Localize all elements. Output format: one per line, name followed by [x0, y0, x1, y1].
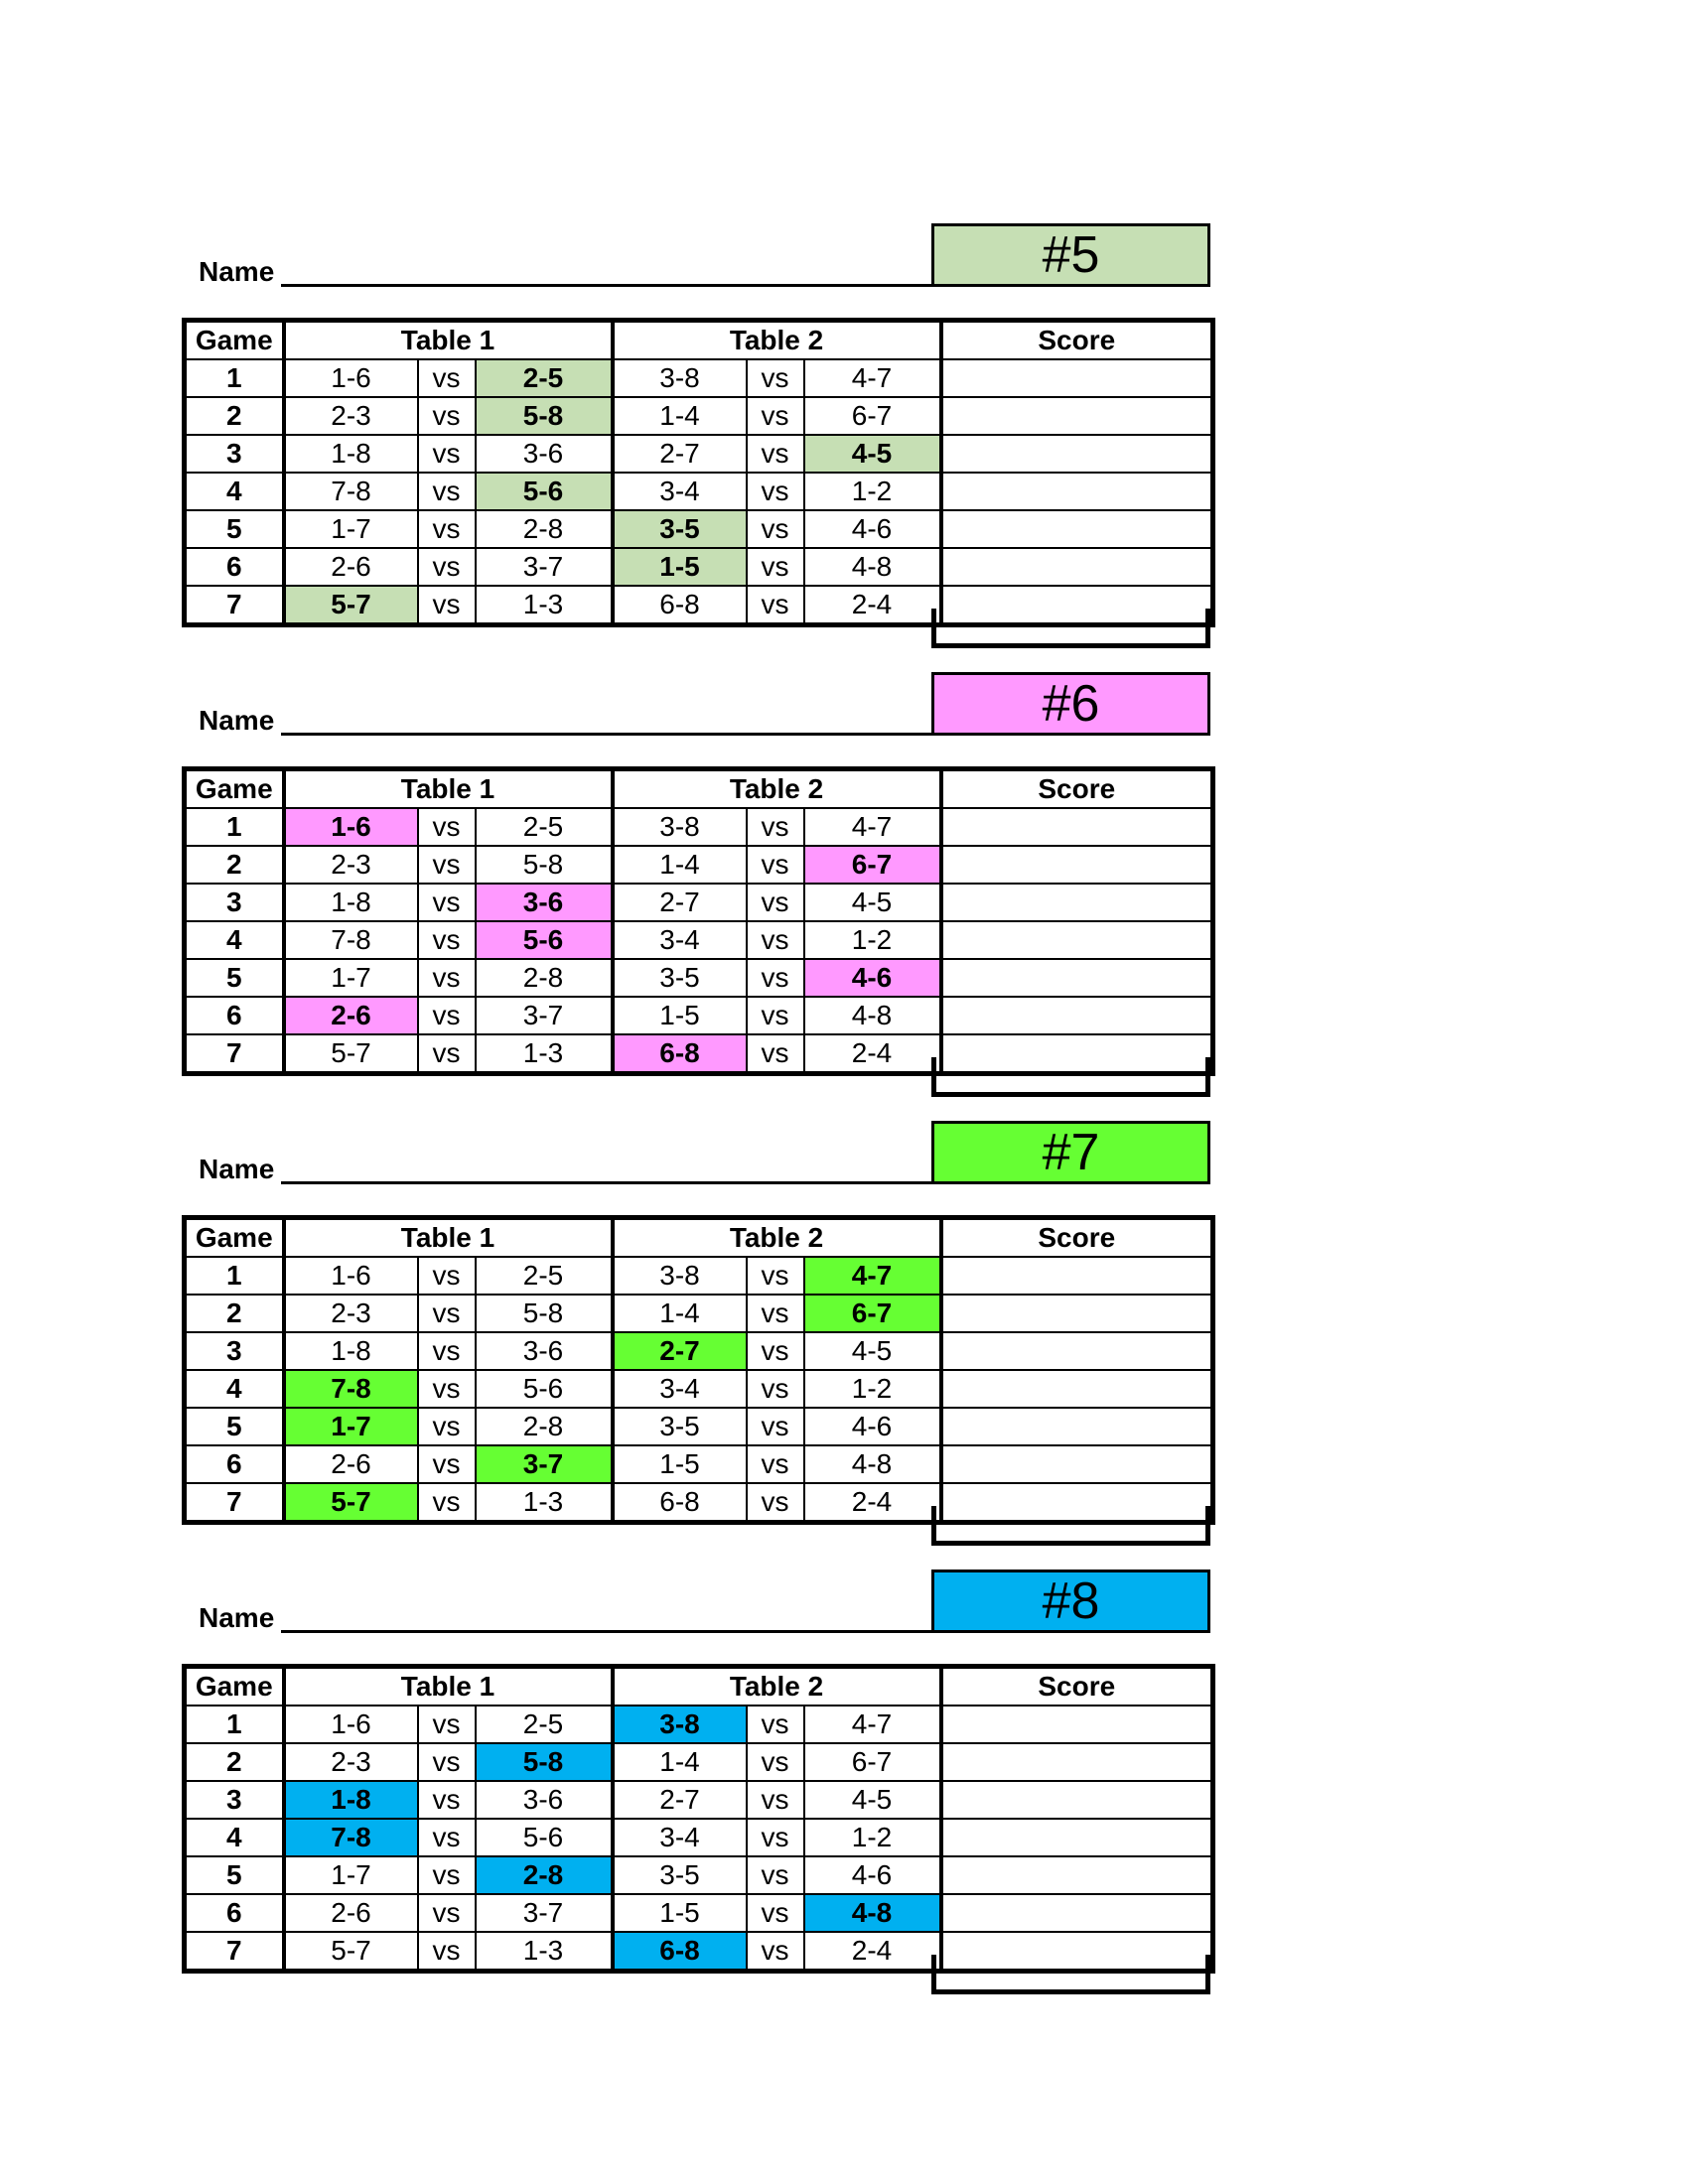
game-header: Game: [185, 321, 284, 360]
table1-vs: vs: [418, 510, 476, 548]
game-number: 7: [185, 1034, 284, 1074]
table2-vs: vs: [747, 1257, 804, 1295]
table1-team-b: 5-6: [476, 1370, 613, 1408]
score-cell[interactable]: [941, 997, 1213, 1034]
table2-team-a: 3-8: [613, 359, 747, 397]
game-row: [185, 1706, 1213, 1743]
table1-team-a: 1-7: [284, 959, 418, 997]
table2-team-a: 1-4: [613, 397, 747, 435]
score-cell[interactable]: [941, 1370, 1213, 1408]
table2-vs: vs: [747, 548, 804, 586]
table2-vs: vs: [747, 510, 804, 548]
table2-header: Table 2: [613, 1218, 941, 1258]
table2-team-b: 1-2: [804, 921, 941, 959]
game-number: 4: [185, 1370, 284, 1408]
score-cell[interactable]: [941, 921, 1213, 959]
table2-team-b: 4-7: [804, 359, 941, 397]
game-number: 1: [185, 359, 284, 397]
table1-team-a: 5-7: [284, 586, 418, 625]
table1-team-b: 2-8: [476, 959, 613, 997]
table1-vs: vs: [418, 1295, 476, 1332]
table2-vs: vs: [747, 997, 804, 1034]
table2-vs: vs: [747, 1706, 804, 1743]
table1-team-b: 5-8: [476, 397, 613, 435]
game-row: [185, 473, 1213, 510]
header-row: [185, 1218, 1213, 1258]
table2-team-a: 2-7: [613, 1781, 747, 1819]
score-cell[interactable]: [941, 1894, 1213, 1932]
score-cell[interactable]: [941, 1257, 1213, 1295]
table1-team-b: 1-3: [476, 1932, 613, 1972]
score-cell[interactable]: [941, 548, 1213, 586]
table2-team-b: 4-6: [804, 510, 941, 548]
table2-team-b: 2-4: [804, 1932, 941, 1972]
game-header: Game: [185, 769, 284, 809]
table2-team-a: 3-5: [613, 1856, 747, 1894]
player-number-badge: #6: [931, 672, 1210, 736]
table1-team-b: 2-5: [476, 1706, 613, 1743]
table2-vs: vs: [747, 921, 804, 959]
game-number: 3: [185, 884, 284, 921]
table1-vs: vs: [418, 1932, 476, 1972]
table1-team-a: 2-6: [284, 548, 418, 586]
game-number: 6: [185, 548, 284, 586]
game-row: [185, 997, 1213, 1034]
table1-team-b: 2-8: [476, 510, 613, 548]
table2-team-a: 3-5: [613, 1408, 747, 1445]
game-row: [185, 1819, 1213, 1856]
table1-team-b: 2-8: [476, 1408, 613, 1445]
table1-team-a: 5-7: [284, 1483, 418, 1523]
game-row: [185, 808, 1213, 846]
game-number: 6: [185, 1894, 284, 1932]
table2-team-a: 1-5: [613, 548, 747, 586]
table2-vs: vs: [747, 435, 804, 473]
game-row: [185, 1408, 1213, 1445]
game-row: [185, 1445, 1213, 1483]
game-row: [185, 1894, 1213, 1932]
table1-team-a: 7-8: [284, 1370, 418, 1408]
table1-team-a: 5-7: [284, 1034, 418, 1074]
player-block: [182, 672, 1210, 1097]
table2-team-a: 6-8: [613, 1932, 747, 1972]
table1-team-a: 2-3: [284, 1295, 418, 1332]
game-number: 3: [185, 435, 284, 473]
table1-vs: vs: [418, 1706, 476, 1743]
table1-team-a: 1-7: [284, 1856, 418, 1894]
game-number: 2: [185, 1295, 284, 1332]
name-line[interactable]: [281, 733, 947, 736]
table1-team-b: 5-6: [476, 921, 613, 959]
table1-vs: vs: [418, 1743, 476, 1781]
table2-vs: vs: [747, 1932, 804, 1972]
table1-vs: vs: [418, 1819, 476, 1856]
header-row: [185, 321, 1213, 360]
table1-team-b: 2-5: [476, 359, 613, 397]
table1-vs: vs: [418, 1445, 476, 1483]
total-score-box[interactable]: [931, 609, 1210, 648]
table1-header: Table 1: [284, 1667, 613, 1706]
table1-team-b: 3-7: [476, 548, 613, 586]
table2-team-a: 1-5: [613, 1445, 747, 1483]
game-row: [185, 1856, 1213, 1894]
table2-team-a: 6-8: [613, 586, 747, 625]
game-number: 5: [185, 959, 284, 997]
table1-header: Table 1: [284, 321, 613, 360]
game-row: [185, 1743, 1213, 1781]
game-number: 3: [185, 1332, 284, 1370]
table2-team-b: 4-5: [804, 1781, 941, 1819]
table2-vs: vs: [747, 1781, 804, 1819]
header-row: [185, 1667, 1213, 1706]
table2-team-b: 1-2: [804, 1819, 941, 1856]
table1-team-b: 3-7: [476, 1894, 613, 1932]
table2-team-b: 4-7: [804, 808, 941, 846]
table2-team-a: 3-4: [613, 1819, 747, 1856]
score-header: Score: [941, 769, 1213, 809]
player-number-badge: #5: [931, 223, 1210, 287]
table2-team-b: 6-7: [804, 1295, 941, 1332]
game-number: 7: [185, 586, 284, 625]
game-row: [185, 510, 1213, 548]
table1-team-b: 3-6: [476, 435, 613, 473]
table1-team-b: 5-8: [476, 1295, 613, 1332]
game-row: [185, 359, 1213, 397]
game-row: [185, 959, 1213, 997]
table2-vs: vs: [747, 1332, 804, 1370]
table1-team-a: 2-3: [284, 846, 418, 884]
table2-team-a: 6-8: [613, 1483, 747, 1523]
table1-team-a: 7-8: [284, 473, 418, 510]
table2-team-a: 3-4: [613, 473, 747, 510]
table1-vs: vs: [418, 1034, 476, 1074]
table1-team-b: 3-7: [476, 997, 613, 1034]
table1-vs: vs: [418, 397, 476, 435]
score-cell[interactable]: [941, 510, 1213, 548]
table1-vs: vs: [418, 808, 476, 846]
score-cell[interactable]: [941, 1706, 1213, 1743]
table1-team-a: 2-6: [284, 1445, 418, 1483]
table2-vs: vs: [747, 808, 804, 846]
game-row: [185, 1295, 1213, 1332]
table1-team-b: 5-8: [476, 1743, 613, 1781]
table2-team-b: 6-7: [804, 1743, 941, 1781]
table1-vs: vs: [418, 359, 476, 397]
table1-vs: vs: [418, 1257, 476, 1295]
table2-team-b: 4-5: [804, 884, 941, 921]
table1-team-b: 5-8: [476, 846, 613, 884]
game-header: Game: [185, 1667, 284, 1706]
game-number: 1: [185, 808, 284, 846]
score-cell[interactable]: [941, 1408, 1213, 1445]
table2-vs: vs: [747, 1483, 804, 1523]
game-row: [185, 846, 1213, 884]
game-number: 6: [185, 1445, 284, 1483]
game-number: 4: [185, 1819, 284, 1856]
score-cell[interactable]: [941, 397, 1213, 435]
score-cell[interactable]: [941, 1445, 1213, 1483]
schedule-table: [182, 318, 1215, 627]
game-row: [185, 548, 1213, 586]
table1-vs: vs: [418, 1408, 476, 1445]
table1-team-b: 5-6: [476, 473, 613, 510]
table2-team-a: 3-8: [613, 1706, 747, 1743]
table1-team-b: 5-6: [476, 1819, 613, 1856]
game-number: 2: [185, 846, 284, 884]
table1-vs: vs: [418, 921, 476, 959]
game-row: [185, 435, 1213, 473]
table1-vs: vs: [418, 1856, 476, 1894]
table2-vs: vs: [747, 586, 804, 625]
table1-vs: vs: [418, 1370, 476, 1408]
table2-team-a: 3-8: [613, 1257, 747, 1295]
score-cell[interactable]: [941, 884, 1213, 921]
table2-team-a: 1-5: [613, 1894, 747, 1932]
table1-team-b: 2-5: [476, 1257, 613, 1295]
player-number-badge: #7: [931, 1121, 1210, 1184]
score-cell[interactable]: [941, 1295, 1213, 1332]
game-number: 2: [185, 397, 284, 435]
table2-team-b: 2-4: [804, 1483, 941, 1523]
table2-team-b: 4-8: [804, 1445, 941, 1483]
table2-team-b: 4-6: [804, 959, 941, 997]
score-cell[interactable]: [941, 808, 1213, 846]
table1-vs: vs: [418, 1332, 476, 1370]
table1-vs: vs: [418, 1483, 476, 1523]
table1-team-b: 2-8: [476, 1856, 613, 1894]
player-block: [182, 1121, 1210, 1546]
game-row: [185, 1781, 1213, 1819]
game-number: 4: [185, 921, 284, 959]
table2-team-b: 4-8: [804, 1894, 941, 1932]
table2-header: Table 2: [613, 321, 941, 360]
table2-header: Table 2: [613, 1667, 941, 1706]
table2-vs: vs: [747, 1295, 804, 1332]
score-header: Score: [941, 1218, 1213, 1258]
game-number: 5: [185, 1856, 284, 1894]
table2-vs: vs: [747, 884, 804, 921]
table1-team-b: 3-7: [476, 1445, 613, 1483]
score-cell[interactable]: [941, 1856, 1213, 1894]
table2-team-a: 1-4: [613, 1295, 747, 1332]
table1-team-a: 1-8: [284, 1332, 418, 1370]
table1-vs: vs: [418, 959, 476, 997]
table1-team-b: 2-5: [476, 808, 613, 846]
player-block: [182, 1570, 1210, 1994]
table2-team-b: 4-5: [804, 435, 941, 473]
table2-vs: vs: [747, 397, 804, 435]
score-cell[interactable]: [941, 959, 1213, 997]
table2-team-a: 3-4: [613, 1370, 747, 1408]
table1-team-a: 5-7: [284, 1932, 418, 1972]
score-header: Score: [941, 1667, 1213, 1706]
score-cell[interactable]: [941, 1819, 1213, 1856]
player-number-badge: #8: [931, 1570, 1210, 1633]
table1-team-b: 1-3: [476, 1483, 613, 1523]
table2-vs: vs: [747, 1445, 804, 1483]
name-line[interactable]: [281, 1630, 947, 1633]
table1-vs: vs: [418, 548, 476, 586]
table2-team-a: 1-5: [613, 997, 747, 1034]
table2-vs: vs: [747, 1034, 804, 1074]
table1-team-a: 1-8: [284, 884, 418, 921]
table2-vs: vs: [747, 1743, 804, 1781]
game-row: [185, 921, 1213, 959]
table1-team-a: 7-8: [284, 1819, 418, 1856]
table1-team-b: 3-6: [476, 1332, 613, 1370]
table2-vs: vs: [747, 1856, 804, 1894]
table1-header: Table 1: [284, 769, 613, 809]
game-row: [185, 884, 1213, 921]
table1-team-b: 3-6: [476, 884, 613, 921]
schedule-table: [182, 766, 1215, 1076]
table2-team-b: 4-7: [804, 1257, 941, 1295]
table2-team-a: 3-5: [613, 959, 747, 997]
table2-team-a: 2-7: [613, 435, 747, 473]
game-number: 7: [185, 1932, 284, 1972]
table1-vs: vs: [418, 846, 476, 884]
table2-vs: vs: [747, 1370, 804, 1408]
score-header: Score: [941, 321, 1213, 360]
table2-team-a: 1-4: [613, 1743, 747, 1781]
name-label: Name: [199, 256, 275, 287]
name-line[interactable]: [281, 284, 947, 287]
table1-vs: vs: [418, 884, 476, 921]
game-header: Game: [185, 1218, 284, 1258]
table1-vs: vs: [418, 1781, 476, 1819]
score-cell[interactable]: [941, 1743, 1213, 1781]
table1-team-a: 2-3: [284, 1743, 418, 1781]
table2-team-a: 3-4: [613, 921, 747, 959]
game-number: 2: [185, 1743, 284, 1781]
player-block: [182, 223, 1210, 648]
game-number: 5: [185, 510, 284, 548]
table1-vs: vs: [418, 435, 476, 473]
table1-vs: vs: [418, 997, 476, 1034]
table2-team-b: 4-6: [804, 1856, 941, 1894]
table2-vs: vs: [747, 1408, 804, 1445]
table2-team-b: 4-6: [804, 1408, 941, 1445]
game-number: 6: [185, 997, 284, 1034]
table2-team-b: 1-2: [804, 473, 941, 510]
table2-vs: vs: [747, 846, 804, 884]
table2-team-b: 4-8: [804, 997, 941, 1034]
game-row: [185, 1370, 1213, 1408]
table2-vs: vs: [747, 1819, 804, 1856]
total-score-box[interactable]: [931, 1506, 1210, 1546]
schedule-table: [182, 1215, 1215, 1525]
score-cell[interactable]: [941, 435, 1213, 473]
table1-team-a: 2-3: [284, 397, 418, 435]
table2-team-b: 1-2: [804, 1370, 941, 1408]
table2-team-a: 3-5: [613, 510, 747, 548]
game-number: 7: [185, 1483, 284, 1523]
table2-vs: vs: [747, 359, 804, 397]
game-number: 1: [185, 1257, 284, 1295]
table2-team-b: 2-4: [804, 586, 941, 625]
table1-vs: vs: [418, 473, 476, 510]
table1-team-a: 1-8: [284, 1781, 418, 1819]
total-score-box[interactable]: [931, 1955, 1210, 1994]
game-row: [185, 1257, 1213, 1295]
name-label: Name: [199, 1154, 275, 1184]
table1-team-b: 3-6: [476, 1781, 613, 1819]
name-label: Name: [199, 1602, 275, 1633]
name-label: Name: [199, 705, 275, 736]
table1-team-b: 1-3: [476, 1034, 613, 1074]
score-cell[interactable]: [941, 1781, 1213, 1819]
table2-team-a: 6-8: [613, 1034, 747, 1074]
table2-team-b: 6-7: [804, 846, 941, 884]
table1-vs: vs: [418, 586, 476, 625]
game-row: [185, 397, 1213, 435]
game-row: [185, 1332, 1213, 1370]
table1-team-a: 1-6: [284, 808, 418, 846]
table2-vs: vs: [747, 959, 804, 997]
name-line[interactable]: [281, 1181, 947, 1184]
game-number: 3: [185, 1781, 284, 1819]
score-cell[interactable]: [941, 359, 1213, 397]
table1-team-a: 2-6: [284, 1894, 418, 1932]
table1-team-b: 1-3: [476, 586, 613, 625]
table1-team-a: 1-6: [284, 1257, 418, 1295]
game-number: 1: [185, 1706, 284, 1743]
table1-vs: vs: [418, 1894, 476, 1932]
table2-team-b: 4-8: [804, 548, 941, 586]
table1-team-a: 1-7: [284, 510, 418, 548]
table2-team-a: 3-8: [613, 808, 747, 846]
table2-team-a: 2-7: [613, 1332, 747, 1370]
score-cell[interactable]: [941, 1332, 1213, 1370]
table2-header: Table 2: [613, 769, 941, 809]
game-number: 4: [185, 473, 284, 510]
table2-team-a: 2-7: [613, 884, 747, 921]
table1-team-a: 1-6: [284, 1706, 418, 1743]
total-score-box[interactable]: [931, 1057, 1210, 1097]
score-cell[interactable]: [941, 473, 1213, 510]
table2-vs: vs: [747, 473, 804, 510]
score-cell[interactable]: [941, 846, 1213, 884]
table1-team-a: 2-6: [284, 997, 418, 1034]
schedule-table: [182, 1664, 1215, 1974]
table1-team-a: 1-6: [284, 359, 418, 397]
table1-team-a: 7-8: [284, 921, 418, 959]
table2-team-b: 2-4: [804, 1034, 941, 1074]
game-number: 5: [185, 1408, 284, 1445]
table2-team-a: 1-4: [613, 846, 747, 884]
table2-team-b: 4-7: [804, 1706, 941, 1743]
table2-team-b: 6-7: [804, 397, 941, 435]
table1-team-a: 1-8: [284, 435, 418, 473]
header-row: [185, 769, 1213, 809]
table2-team-b: 4-5: [804, 1332, 941, 1370]
table1-team-a: 1-7: [284, 1408, 418, 1445]
table1-header: Table 1: [284, 1218, 613, 1258]
table2-vs: vs: [747, 1894, 804, 1932]
